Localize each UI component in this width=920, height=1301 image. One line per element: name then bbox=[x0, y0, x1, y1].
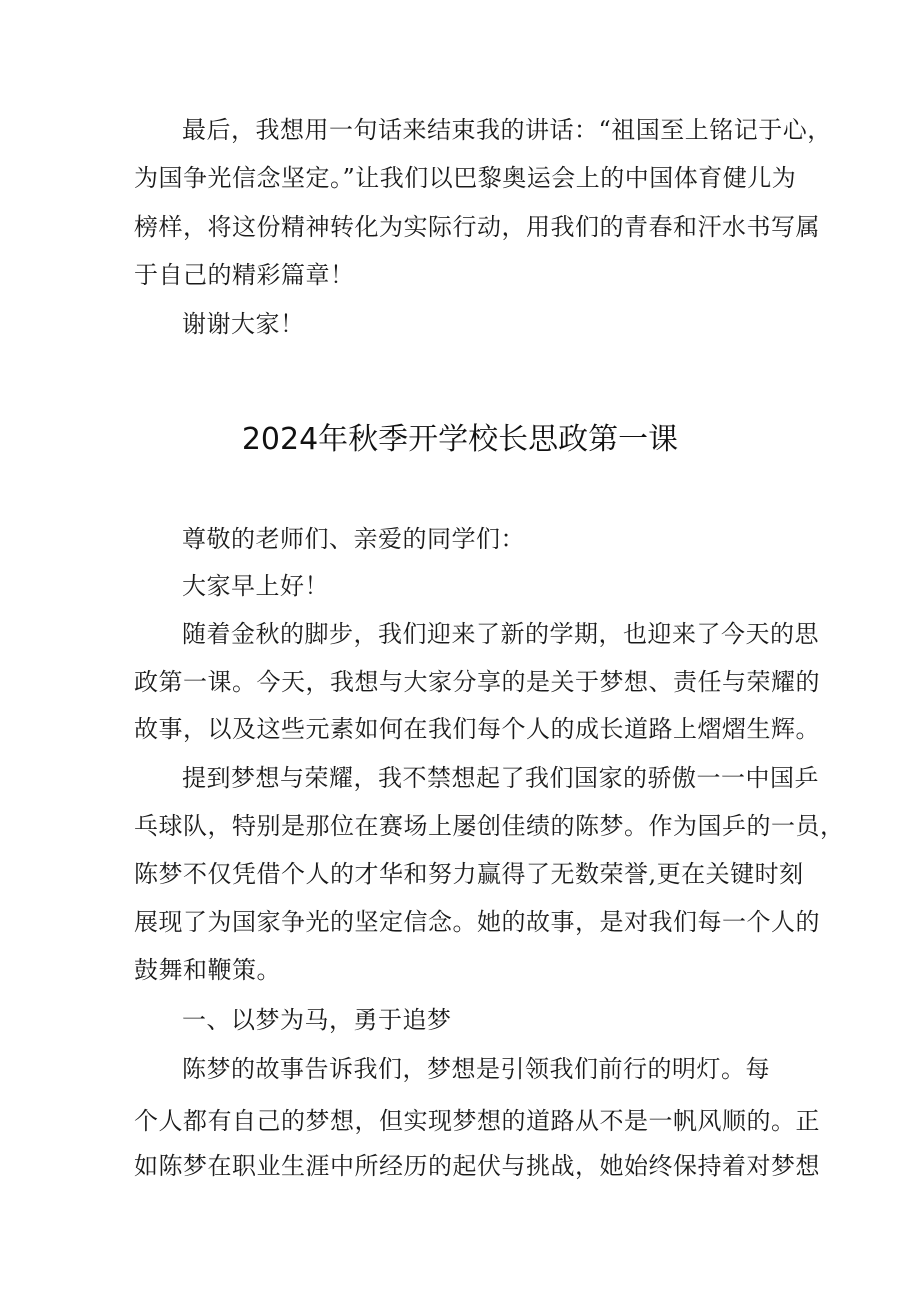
greeting: 大家早上好！ bbox=[182, 572, 329, 600]
paragraph-line: 如陈梦在职业生涯中所经历的起伏与挑战，她始终保持着对梦想 bbox=[134, 1152, 820, 1180]
paragraph-line: 为国争光信念坚定。”让我们以巴黎奥运会上的中国体育健儿为 bbox=[134, 164, 797, 192]
paragraph-line: 于自己的精彩篇章！ bbox=[134, 261, 355, 289]
section-heading: 一、以梦为马，勇于追梦 bbox=[182, 1006, 452, 1034]
salutation: 尊敬的老师们、亲爱的同学们： bbox=[182, 525, 525, 553]
paragraph-line: 最后，我想用一句话来结束我的讲话：“祖国至上铭记于心， bbox=[182, 116, 832, 144]
paragraph-line: 鼓舞和鞭策。 bbox=[134, 956, 281, 984]
paragraph-line: 陈梦不仅凭借个人的才华和努力赢得了无数荣誉,更在关键时刻 bbox=[134, 860, 804, 888]
closing-line: 谢谢大家！ bbox=[182, 310, 305, 338]
paragraph-line: 展现了为国家争光的坚定信念。她的故事，是对我们每一个人的 bbox=[134, 908, 820, 936]
paragraph-line: 榜样，将这份精神转化为实际行动，用我们的青春和汗水书写属 bbox=[134, 213, 820, 241]
page-title: 2024年秋季开学校长思政第一课 bbox=[241, 422, 679, 457]
paragraph-line: 政第一课。今天，我想与大家分享的是关于梦想、责任与荣耀的 bbox=[134, 668, 820, 696]
paragraph-line: 陈梦的故事告诉我们，梦想是引领我们前行的明灯。每 bbox=[182, 1055, 770, 1083]
paragraph-line: 个人都有自己的梦想，但实现梦想的道路从不是一帆风顺的。正 bbox=[134, 1107, 820, 1135]
paragraph-line: 随着金秋的脚步，我们迎来了新的学期，也迎来了今天的思 bbox=[182, 620, 819, 648]
paragraph-line: 故事，以及这些元素如何在我们每个人的成长道路上熠熠生辉。 bbox=[134, 715, 820, 743]
paragraph-line: 提到梦想与荣耀，我不禁想起了我们国家的骄傲一一中国乒 bbox=[182, 764, 819, 792]
paragraph-line: 乓球队，特别是那位在赛场上屡创佳绩的陈梦。作为国乒的一员， bbox=[134, 812, 845, 840]
